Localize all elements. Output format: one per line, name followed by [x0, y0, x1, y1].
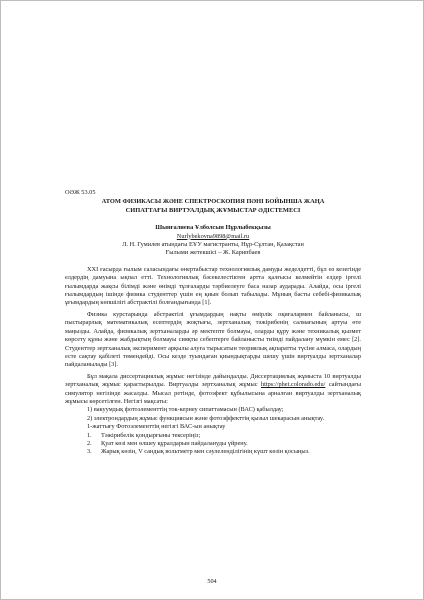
paragraph-3-end: сайтындағы симулятор негізінде жасалды. Мысал ретінде, фотоэфект құбылысына арналған виртуалды зертханалық жұмысы көрсетілген. Негізгі мақсаты: — [65, 381, 362, 405]
list-item-text: Қуат көзі мен өлшеу құралдарын пайдалануды үйрену. — [101, 439, 248, 447]
paragraph-1: XXI ғасырда ғылым саласындағы өнертабыстар технологиялық дамуды жеделдетті, бұл өз кезегінде елдердің дамуына ықпал етті. Технологиялық бәсекелестіктен артта қалғысы келмейтін елдер іргелі ғылымдарда жақсы білімді және өнімді тұлғаларды тәрбиелеуге баса назар аударады. Алайда, осы іргелі ғылымдардың ішінде физика студенттер үшін ең қиын болып табылады. Мұның басты себебі-физикалық ұғымдардың көпшілігі абстрактілі болғандығында [1]. — [65, 265, 361, 307]
page-number: 504 — [207, 578, 217, 585]
paragraph-3 — [65, 373, 361, 407]
article-title — [65, 198, 361, 215]
udc-code: ОӘЖ 53.05 — [65, 189, 96, 196]
list-item-number: 1. — [87, 431, 92, 439]
goal-1: 1) вакуумдық фотоэлементтің ток-кернеу сипаттамасын (ВАС) қабылдау; — [87, 406, 284, 414]
list-item — [65, 432, 361, 440]
list-item — [65, 440, 361, 448]
goal-2: 2) электрондардың жұмыс функциясын және фотоэффекттің қызыл шекарасын анықтау. — [87, 414, 325, 422]
supervisor-line: Ғылыми жетекшісі – Ж. Карипбаев — [165, 249, 261, 257]
list-item — [65, 448, 361, 456]
phet-link[interactable]: https://phet.colorado.edu/ — [260, 381, 326, 389]
title-line-2: СИПАТТАҒЫ ВИРТУАЛДЫҚ ЖҰМЫСТАР ӘДІСТЕМЕСІ — [125, 206, 301, 214]
author-name: Шынғалиева Ұлболсын Нұрлыбекқызы — [155, 224, 271, 232]
list-item-number: 3. — [87, 448, 92, 456]
author-email-line — [65, 233, 361, 241]
author-affiliation: Л. Н. Гумилев атындағы ЕҰУ магистранты, Нұр-Сұлтан, Қазақстан — [122, 241, 304, 249]
list-item-number: 2. — [87, 439, 92, 447]
task-heading: 1-жаттығу Фотоэлементтің негізгі ВАС-ын анықтау — [87, 423, 226, 431]
article-body — [65, 189, 361, 457]
author-email-link[interactable]: Nurlybekovna9898@mail.ru — [176, 232, 250, 240]
list-item-text: Тәжірибелік қондырғыны тексеріңіз; — [101, 431, 201, 439]
list-item-text: Жарық көзін, V сандық вольтметр мен сәулеленділігінің күшт көзін қосыңыз. — [101, 448, 310, 456]
paragraph-3-start: Бұл мақала диссертациялық жұмыс негізінде дайындалды. Диссертациялық жұмыста 10 виртуалды зертханалық жұмыс қарастырылды. Виртуалды зертханалық жұмыс — [65, 372, 361, 389]
title-line-1: АТОМ ФИЗИКАСЫ ЖӘНЕ СПЕКТРОСКОПИЯ ПӘНІ БОЙЫНША ЖАҢА — [101, 198, 325, 206]
paragraph-2: Физика курстарында абстрактілі ұғымдардың нақты өмірлік оқиғалармен байланысы, ш пыстырарлық математикалық есептердің жоқтығы, зертханалық тәжірибенің салмағының артуы өте маңызды. Алайда, физикалық зертханаларды әр мектепте болмауы, оларды құру және техникалық қызмет көрсету құны және жабдықтың болмауы сияқты себептерге байланысты тиімді пайдалану мүмкін емес [2]. Студенттер зертханалық эксперимент арқылы алуға тырысатын теориялық ақпаратты түсіне алмаса, олардың есте сақтау қабілеті төмендейді. Осы кезде туындаған қиындықтарды шешу үшін виртуалды зертханалар пайдаланылады [3]. — [65, 310, 361, 369]
